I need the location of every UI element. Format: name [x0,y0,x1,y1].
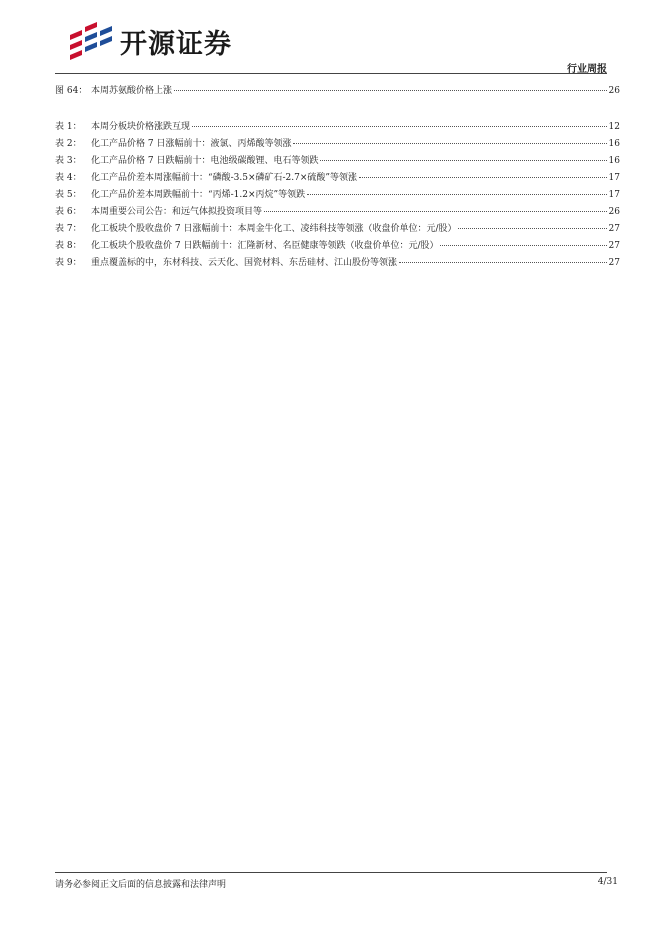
toc-entry-label: 表 1： [55,122,82,132]
toc-entry-title: 本周苏氨酸价格上涨 [91,86,173,96]
toc-entry-label: 表 3： [55,156,82,166]
company-logo [68,20,232,62]
logo-mark-icon [68,21,114,61]
toc-entry-page: 16 [608,156,620,166]
toc-entry-title: 化工板块个股收盘价 7 日涨幅前十：本周金牛化工、凌纬科技等领涨（收盘价单位：元/股） [91,224,457,234]
toc-entry-label: 表 6： [55,207,82,217]
toc-entry-label: 表 2： [55,139,82,149]
toc-entry-title: 重点覆盖标的中，东材科技、云天化、国瓷材料、东岳硅材、江山股份等领涨 [91,258,398,268]
toc-entry-title: 化工产品价差本周跌幅前十：“丙烯-1.2×丙烷”等领跌 [91,190,306,200]
toc-entry-title: 化工产品价格 7 日涨幅前十：液氯、丙烯酸等领涨 [91,139,292,149]
toc-dot-leader [307,194,606,195]
toc-entry-title: 化工产品价格 7 日跌幅前十：电池级碳酸锂、电石等领跌 [91,156,319,166]
toc-dot-leader [399,262,607,263]
toc-entry-title: 化工产品价差本周涨幅前十：“磷酸-3.5×磷矿石-2.7×硫酸”等领涨 [91,173,357,183]
toc-entry-table-2[interactable] [55,136,620,153]
toc-entry-table-1[interactable] [55,119,620,136]
toc-entry-table-4[interactable] [55,170,620,187]
toc-entry-page: 26 [608,207,620,217]
footer-divider [55,872,607,873]
toc-entry-figure-64[interactable] [55,83,620,100]
toc-dot-leader [458,228,606,229]
toc-entry-page: 26 [608,86,620,96]
toc-dot-leader [359,177,607,178]
table-list [55,119,620,272]
toc-entry-title: 本周分板块价格涨跌互现 [91,122,191,132]
toc-dot-leader [192,126,607,127]
toc-entry-page: 16 [608,139,620,149]
toc-entry-table-7[interactable] [55,221,620,238]
toc-entry-page: 17 [608,190,620,200]
toc-entry-title: 化工板块个股收盘价 7 日跌幅前十：汇隆新材、名臣健康等领跌（收盘价单位：元/股） [91,241,439,251]
toc-entry-page: 27 [608,241,620,251]
header-divider [55,73,607,74]
toc-entry-table-8[interactable] [55,238,620,255]
toc-entry-label: 表 9： [55,258,82,268]
figure-list [55,83,620,100]
toc-entry-table-3[interactable] [55,153,620,170]
toc-entry-table-9[interactable] [55,255,620,272]
toc-dot-leader [264,211,607,212]
toc-entry-label: 图 64： [55,86,88,96]
toc-entry-page: 12 [608,122,620,132]
toc-dot-leader [320,160,606,161]
page-number: 4/31 [597,877,618,887]
toc-entry-table-5[interactable] [55,187,620,204]
toc-entry-label: 表 5： [55,190,82,200]
toc-entry-label: 表 7： [55,224,82,234]
toc-dot-leader [174,90,607,91]
logo-text: 开源证券 [120,28,232,60]
toc-dot-leader [440,245,606,246]
toc-entry-label: 表 4： [55,173,82,183]
toc-entry-label: 表 8： [55,241,82,251]
section-label: 行业周报 [567,64,607,75]
toc-entry-page: 17 [608,173,620,183]
toc-entry-table-6[interactable] [55,204,620,221]
toc-dot-leader [293,143,606,144]
toc-entry-page: 27 [608,258,620,268]
toc-entry-title: 本周重要公司公告：和远气体拟投资项目等 [91,207,263,217]
toc-entry-page: 27 [608,224,620,234]
footer-disclaimer: 请务必参阅正文后面的信息披露和法律声明 [55,880,227,890]
